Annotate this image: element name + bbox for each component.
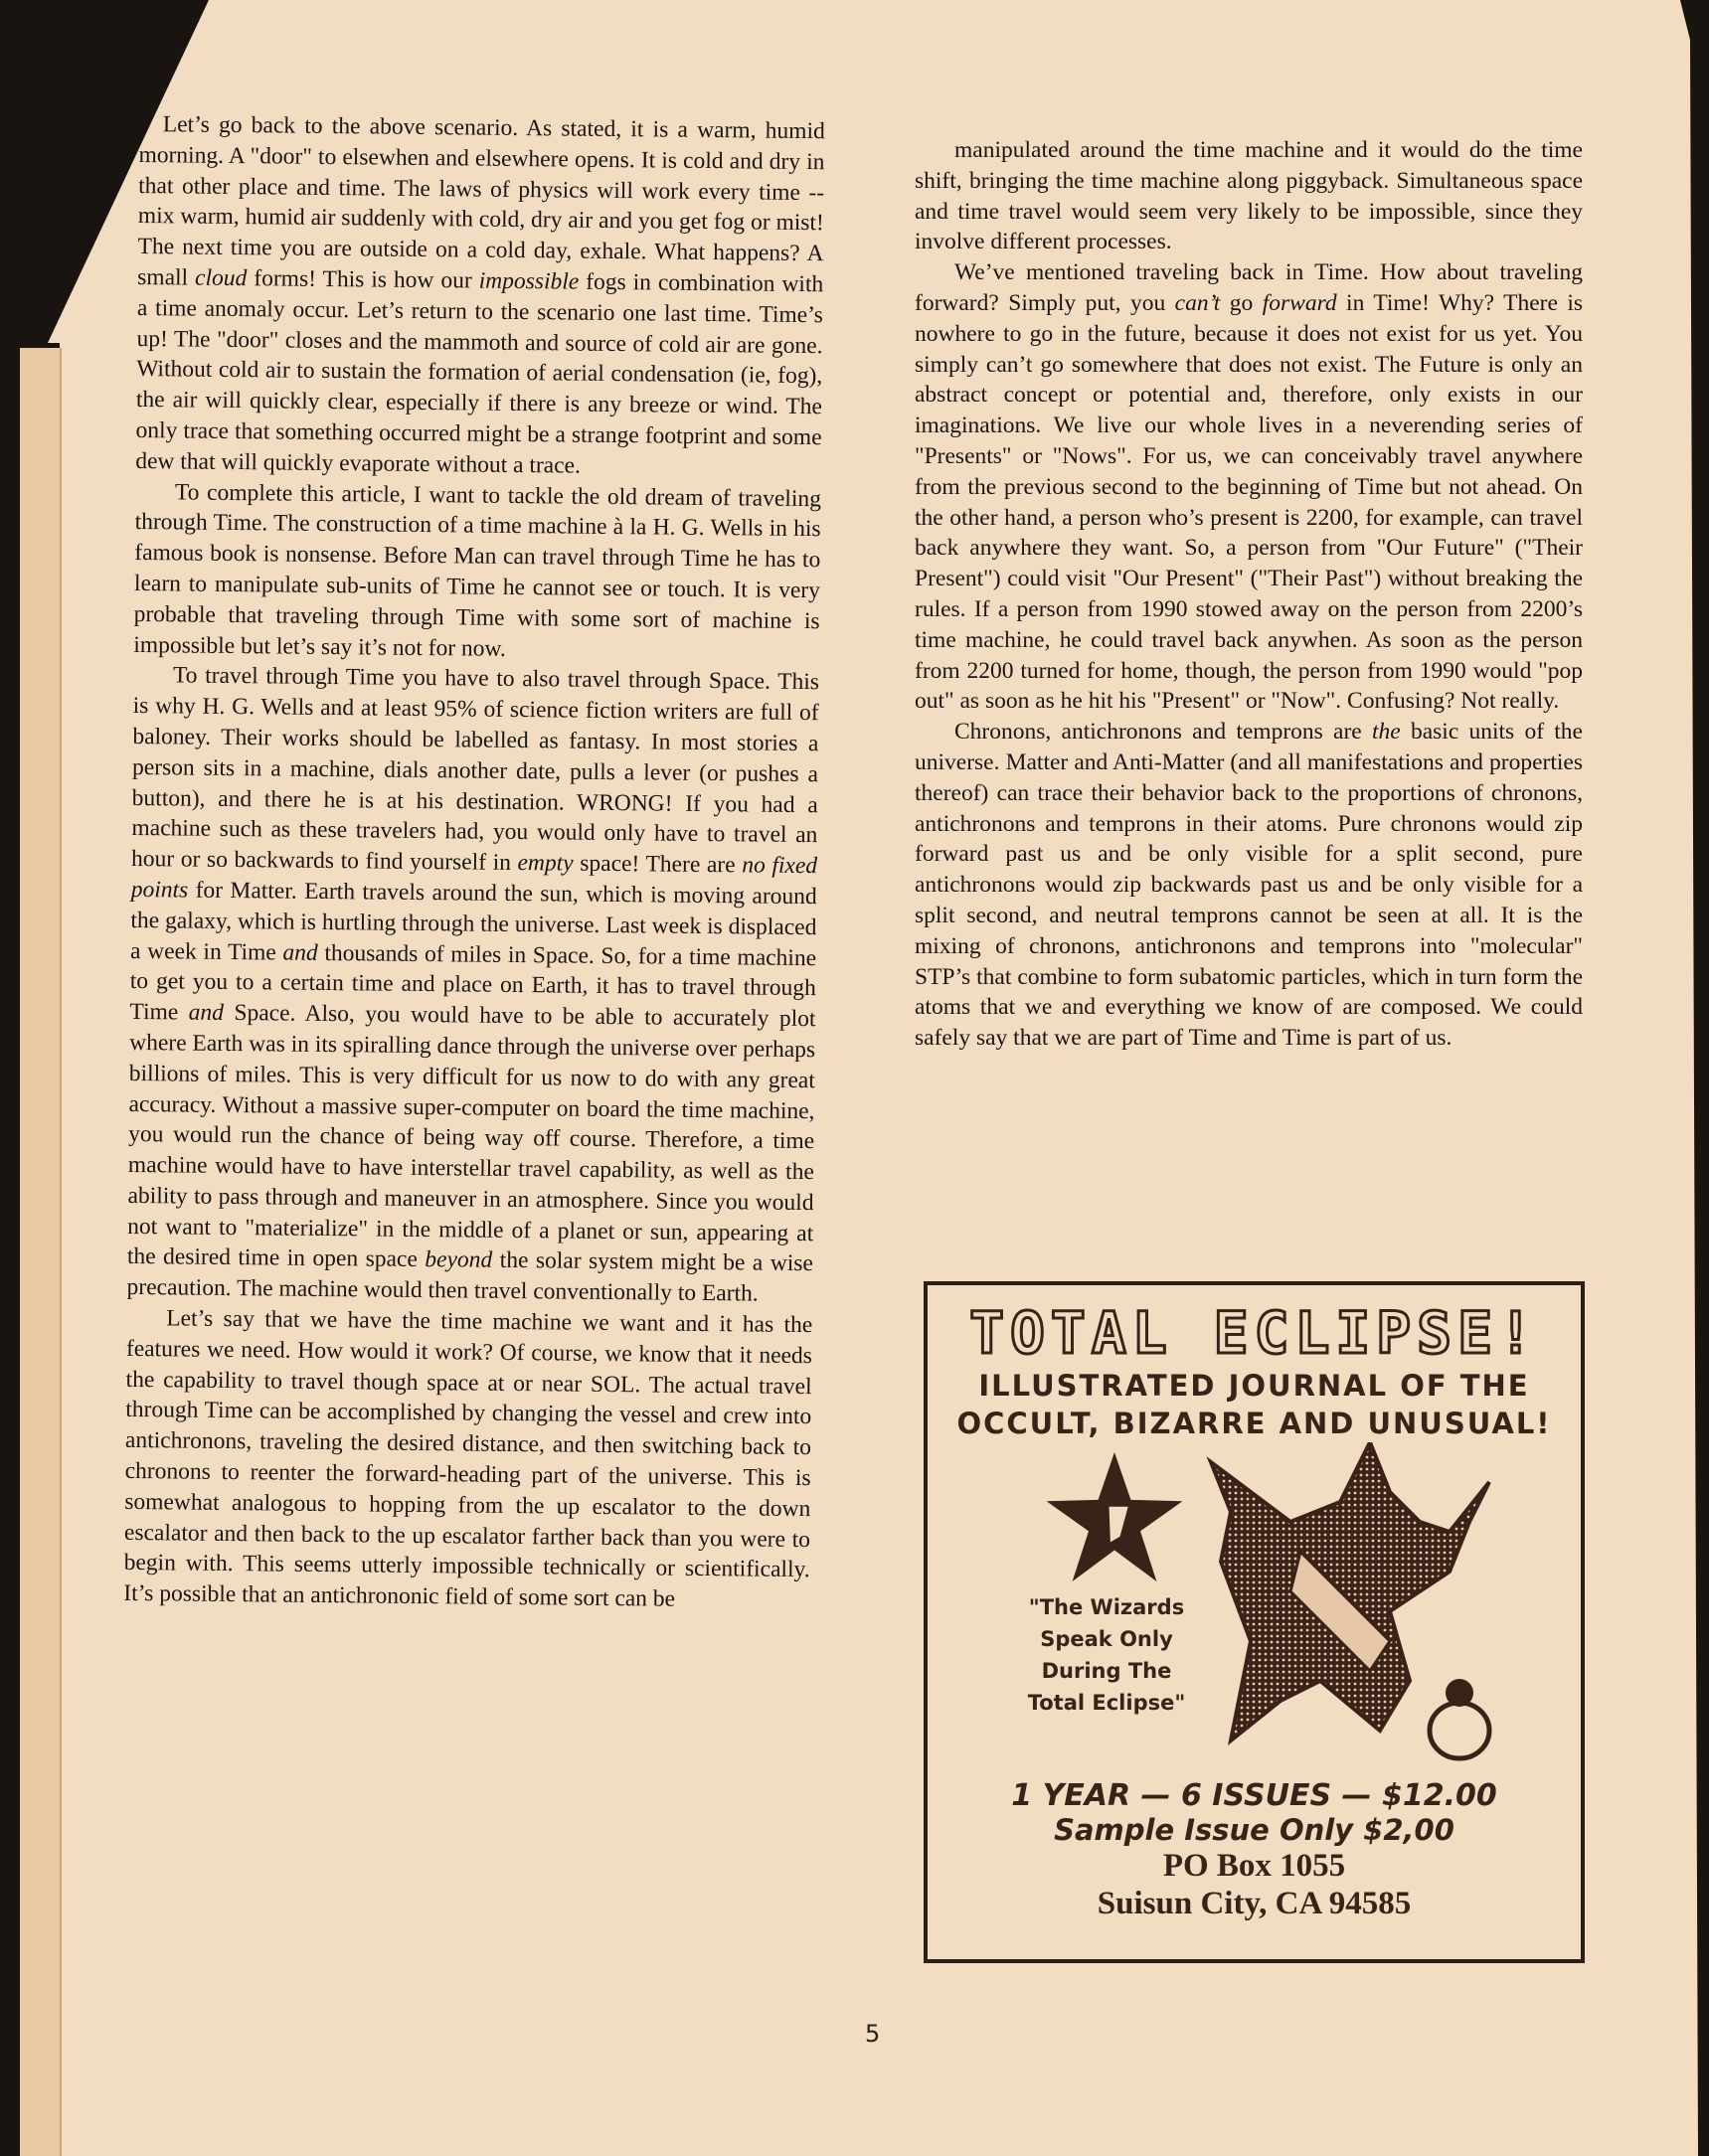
text: Let’s go back to the above scenario. As stated, it is a warm, humid morning. A "door" to elsewhen and elsewhere opens. It is cold and dry in that other place and time. The laws of physics will work every time -- mix warm, humid air suddenly with cold, dry air and you get fog or mist! The next time you are outside on a cold day, exhale. What happens? A small	[137, 111, 825, 291]
paragraph	[915, 257, 1583, 717]
italic-text: forward	[1262, 289, 1337, 316]
text: We’ve mentioned traveling back in Time. How about traveling forward? Simply put, you	[915, 259, 1583, 316]
text: space! There are	[573, 850, 743, 879]
text: basic units of the universe. Matter and Anti-Matter (and all manifestations and properties thereof) can trace their behavior back to the proportions of chronons, antichronons and temprons in their atoms. Pure chronons would zip forward past us and be only visible for a split second, pure antichronons would zip backwards past us and be only visible for a split second, and neutral temprons cannot be seen at all. It is the mixing of chronons, antichronons and temprons into "molecular" STP’s that combine to form subatomic particles, which in turn form the atoms that we and everything we know of are composed. We could safely say that we are part of Time and Time is part of us.	[915, 719, 1583, 1052]
quote-line: Total Eclipse"	[1027, 1691, 1186, 1715]
paragraph	[915, 717, 1583, 1054]
advertisement-total-eclipse	[924, 1281, 1585, 1963]
quote-line: Speak Only	[1040, 1627, 1173, 1651]
text: Space. Also, you would have to be able to accurately plot where Earth was in its spiralling dance through the universe over perhaps billions of miles. This is very difficult for us now to do with any great accuracy. Without a massive super-computer on board the time machine, you would run the chance of being way off course. Therefore, a time machine would have to have interstellar travel capability, as well as the ability to pass through and maneuver in an atmosphere. Since you would not want to "materialize" in the middle of a planet or sun, appearing at the desired time in open space	[126, 1000, 816, 1273]
text: for Matter. Earth travels around the sun, which is moving around the galaxy, which is hurtling through the universe. Last week is displaced a week in Time	[129, 877, 817, 966]
quote-line: "The Wizards	[1028, 1595, 1185, 1619]
text: fogs in combination with a time anomaly occur. Let’s return to the scenario one last time. Time’s up! The "door" closes and the mammoth and source of cold air are gone. Without cold air to sustain the formation of aerial condensation (ie, fog), the air will quickly clear, especially if there is any breeze or wind. The only trace that something occurred might be a strange footprint and some dew that will quickly evaporate without a trace.	[135, 268, 824, 479]
paragraph	[126, 660, 819, 1310]
text: manipulated around the time machine and it would do the time shift, bringing the time machine along piggyback. Simultaneous space and time travel would seem very likely to be impossible, since they involve different processes.	[915, 137, 1583, 255]
text: forms! This is how our	[247, 265, 479, 294]
italic-text: the	[1372, 719, 1401, 746]
italic-text: empty	[517, 850, 574, 877]
page-edge	[20, 348, 62, 2156]
ad-quote	[1017, 1591, 1196, 1719]
text: To complete this article, I want to tackle the old dream of traveling through Time. The construction of a time machine à la H. G. Wells in his famous book is nonsense. Before Man can travel through Time he has to learn to manipulate sub-units of Time he cannot see or touch. It is very probable that traveling through Time with some sort of machine is impossible but let’s say it’s not for now.	[133, 478, 822, 662]
paragraph	[123, 1303, 812, 1616]
star-icon	[1045, 1452, 1184, 1581]
text: thousands of miles in Space. So, for a time machine to get you to a certain time and place on Earth, it has to travel through Time	[129, 939, 817, 1026]
italic-text: and	[282, 939, 318, 966]
page-number: 5	[865, 2020, 881, 2048]
italic-text: can’t	[1174, 289, 1221, 316]
paragraph	[133, 477, 821, 668]
text: the solar system might be a wise precaution. The machine would then travel conventionally to Earth.	[126, 1247, 814, 1307]
right-column	[915, 135, 1583, 1054]
ad-sample-price: Sample Issue Only $2,00	[1054, 1813, 1454, 1847]
wizard-illustration	[1191, 1442, 1509, 1770]
text: To travel through Time you have to also travel through Space. This is why H. G. Wells and at least 95% of science fiction writers are full of baloney. Their works should be labelled as fantasy. In most stories a person sits in a machine, dials another date, pulls a lever (or pushes a button), and there he is at his destination. WRONG! If you had a machine such as these travelers had, you would only have to travel an hour or so backwards to find yourself in	[130, 662, 820, 877]
italic-text: no fixed points	[130, 852, 818, 904]
ad-address: PO Box 1055	[1162, 1848, 1346, 1884]
ad-subscription-price: 1 YEAR — 6 ISSUES — $12.00	[1011, 1778, 1497, 1813]
text: go	[1220, 289, 1263, 316]
ad-subtitle: ILLUSTRATED JOURNAL OF THE	[978, 1369, 1530, 1403]
italic-text: impossible	[478, 267, 580, 295]
paragraph	[915, 135, 1583, 257]
italic-text: beyond	[425, 1246, 493, 1274]
quote-line: During The	[1041, 1659, 1172, 1683]
paragraph	[135, 109, 825, 484]
text: Chronons, antichronons and temprons are	[954, 719, 1372, 746]
text: Let’s say that we have the time machine we want and it has the features we need. How would it work? Of course, we know that it needs the capability to travel though space at or near SOL. The actual travel through Time can be accomplished by changing the vessel and crew into antichronons, traveling the desired distance, and then switching back to chronons to reenter the forward-heading part of the universe. This is somewhat analogous to hopping from the up escalator to the down escalator and then back to the up escalator farther back than you were to begin with. This seems utterly impossible technically or scientifically. It’s possible that an antichrononic field of some sort can be	[123, 1305, 813, 1612]
ad-address: Suisun City, CA 94585	[1097, 1886, 1412, 1921]
left-column	[123, 109, 825, 1616]
italic-text: and	[188, 999, 225, 1027]
ad-subtitle: OCCULT, BIZARRE AND UNUSUAL!	[956, 1407, 1552, 1440]
ad-title: TOTAL ECLIPSE!	[969, 1299, 1539, 1367]
text: in Time! Why? There is nowhere to go in the future, because it does not exist for us yet. You simply can’t go somewhere that does not exist. The Future is only an abstract concept or potential and, therefore, only exists in our imaginations. We live our whole lives in a neverending series of "Presents" or "Nows". For us, we can conceivably travel anywhere from the previous second to the beginning of Time but not ahead. On the other hand, a person who’s present is 2200, for example, can travel back anywhere they want. So, a person from "Our Future" ("Their Present") could visit "Our Present" ("Their Past") without breaking the rules. If a person from 1990 stowed away on the person from 2200’s time machine, he could travel back anywhen. As soon as the person from 2200 turned for home, though, the person from 1990 would "pop out" as soon as he hit his "Present" or "Now". Confusing? Not really.	[915, 289, 1583, 715]
italic-text: cloud	[194, 264, 248, 292]
